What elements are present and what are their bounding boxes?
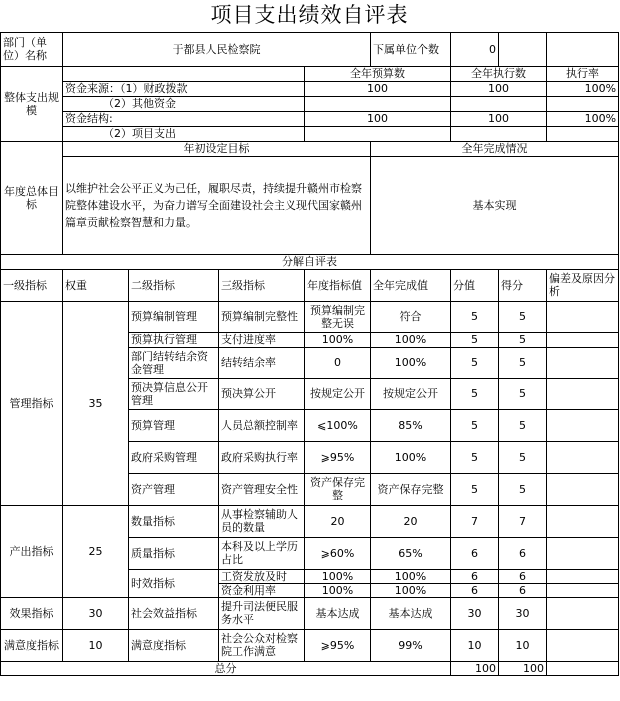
l3-cell: 社会公众对检察院工作满意: [219, 629, 305, 661]
deviation-cell: [547, 583, 619, 597]
l3-cell: 政府采购执行率: [219, 441, 305, 473]
got-cell: 10: [499, 629, 547, 661]
target-cell: 100%: [305, 569, 371, 583]
done-cell: 100%: [371, 583, 451, 597]
deviation-cell: [547, 569, 619, 583]
satisfaction-l1: 满意度指标: [1, 629, 63, 661]
score-cell: 6: [451, 537, 499, 569]
l2-cell: 预算执行管理: [129, 332, 219, 347]
total-label: 总分: [1, 661, 451, 675]
done-cell: 20: [371, 505, 451, 537]
output-l1: 产出指标: [1, 505, 63, 597]
deviation-cell: [547, 629, 619, 661]
score-cell: 6: [451, 583, 499, 597]
l2-cell: 满意度指标: [129, 629, 219, 661]
got-cell: 5: [499, 473, 547, 505]
table-row: [1, 301, 619, 332]
got-cell: 5: [499, 347, 547, 378]
done-cell: 100%: [371, 347, 451, 378]
fund-source-budget: 100: [305, 81, 451, 96]
table-row: [1, 505, 619, 537]
got-cell: 5: [499, 332, 547, 347]
target-cell: 0: [305, 347, 371, 378]
header-score: 分值: [451, 269, 499, 301]
empty-cell: [547, 126, 619, 141]
l3-cell: 预算编制完整性: [219, 301, 305, 332]
score-cell: 5: [451, 347, 499, 378]
header-weight: 权重: [63, 269, 129, 301]
score-cell: 5: [451, 473, 499, 505]
score-cell: 6: [451, 569, 499, 583]
l2-cell: 预算管理: [129, 409, 219, 441]
page-title: 项目支出绩效自评表: [210, 3, 409, 28]
l3-cell: 结转结余率: [219, 347, 305, 378]
deviation-cell: [547, 597, 619, 629]
got-cell: 6: [499, 537, 547, 569]
header-l3: 三级指标: [219, 269, 305, 301]
section-title: 分解自评表: [1, 254, 619, 269]
project-expense-label: （2）项目支出: [63, 126, 305, 141]
l3-cell: 工资发放及时: [219, 569, 305, 583]
l2-cell: 政府采购管理: [129, 441, 219, 473]
table-row: [1, 629, 619, 661]
budget-scale-label: 整体支出规模: [1, 66, 63, 141]
got-cell: 6: [499, 569, 547, 583]
got-cell: 7: [499, 505, 547, 537]
l3-cell: 提升司法便民服务水平: [219, 597, 305, 629]
done-cell: 按规定公开: [371, 378, 451, 409]
done-cell: 100%: [371, 441, 451, 473]
table-row: [1, 597, 619, 629]
target-cell: ⩾95%: [305, 629, 371, 661]
header-l2: 二级指标: [129, 269, 219, 301]
l2-cell: 数量指标: [129, 505, 219, 537]
target-cell: ⩽100%: [305, 409, 371, 441]
l2-cell: 质量指标: [129, 537, 219, 569]
deviation-cell: [547, 661, 619, 675]
got-cell: 5: [499, 301, 547, 332]
budget-header: 全年预算数: [305, 66, 451, 81]
deviation-cell: [547, 441, 619, 473]
satisfaction-weight: 10: [63, 629, 129, 661]
l3-cell: 资金利用率: [219, 583, 305, 597]
empty-cell: [451, 126, 547, 141]
deviation-cell: [547, 473, 619, 505]
completion-text: 基本实现: [371, 156, 619, 254]
l2-cell: 预决算信息公开管理: [129, 378, 219, 409]
deviation-cell: [547, 409, 619, 441]
got-cell: 5: [499, 409, 547, 441]
total-got: 100: [499, 661, 547, 675]
l3-cell: 预决算公开: [219, 378, 305, 409]
completion-header: 全年完成情况: [371, 141, 619, 156]
fund-structure-label: 资金结构:: [63, 111, 305, 126]
empty-cell: [499, 32, 547, 66]
sub-unit-label: 下属单位个数: [371, 32, 451, 66]
done-cell: 基本达成: [371, 597, 451, 629]
empty-cell: [547, 32, 619, 66]
l3-cell: 本科及以上学历占比: [219, 537, 305, 569]
l3-cell: 支付进度率: [219, 332, 305, 347]
done-cell: 符合: [371, 301, 451, 332]
empty-cell: [547, 96, 619, 111]
exec-header: 全年执行数: [451, 66, 547, 81]
done-cell: 资产保存完整: [371, 473, 451, 505]
score-cell: 10: [451, 629, 499, 661]
annual-goal-label: 年度总体目标: [1, 141, 63, 254]
deviation-cell: [547, 332, 619, 347]
got-cell: 5: [499, 378, 547, 409]
l3-cell: 人员总额控制率: [219, 409, 305, 441]
empty-cell: [305, 96, 451, 111]
dept-value: 于都县人民检察院: [63, 32, 371, 66]
target-cell: ⩾95%: [305, 441, 371, 473]
l2-cell: 部门结转结余资金管理: [129, 347, 219, 378]
score-cell: 30: [451, 597, 499, 629]
target-cell: 预算编制完整无误: [305, 301, 371, 332]
deviation-cell: [547, 505, 619, 537]
done-cell: 100%: [371, 569, 451, 583]
deviation-cell: [547, 537, 619, 569]
target-cell: 资产保存完整: [305, 473, 371, 505]
fund-source-label: 资金来源：（1）财政拨款: [63, 81, 305, 96]
empty-cell: [63, 66, 305, 81]
effect-weight: 30: [63, 597, 129, 629]
done-cell: 100%: [371, 332, 451, 347]
deviation-cell: [547, 301, 619, 332]
target-cell: 100%: [305, 583, 371, 597]
target-cell: 20: [305, 505, 371, 537]
header-l1: 一级指标: [1, 269, 63, 301]
fund-structure-rate: 100%: [547, 111, 619, 126]
deviation-cell: [547, 347, 619, 378]
fund-structure-exec: 100: [451, 111, 547, 126]
goal-text: 以维护社会公平正义为己任，履职尽责，持续提升赣州市检察院整体建设水平，为奋力谱写全面建设社会主义现代国家赣州篇章贡献检察智慧和力量。: [63, 156, 371, 254]
score-cell: 5: [451, 378, 499, 409]
score-cell: 7: [451, 505, 499, 537]
target-cell: 按规定公开: [305, 378, 371, 409]
rate-header: 执行率: [547, 66, 619, 81]
target-cell: 基本达成: [305, 597, 371, 629]
l3-cell: 资产管理安全性: [219, 473, 305, 505]
empty-cell: [451, 96, 547, 111]
other-fund-label: （2）其他资金: [63, 96, 305, 111]
empty-cell: [305, 126, 451, 141]
goal-header: 年初设定目标: [63, 141, 371, 156]
l2-cell: 资产管理: [129, 473, 219, 505]
done-cell: 85%: [371, 409, 451, 441]
total-score: 100: [451, 661, 499, 675]
score-cell: 5: [451, 409, 499, 441]
l2-cell: 预算编制管理: [129, 301, 219, 332]
header-deviation: 偏差及原因分析: [547, 269, 619, 301]
fund-source-exec: 100: [451, 81, 547, 96]
l2-cell: 社会效益指标: [129, 597, 219, 629]
score-cell: 5: [451, 441, 499, 473]
got-cell: 30: [499, 597, 547, 629]
l3-cell: 从事检察辅助人员的数量: [219, 505, 305, 537]
done-cell: 99%: [371, 629, 451, 661]
got-cell: 6: [499, 583, 547, 597]
header-done: 全年完成值: [371, 269, 451, 301]
sub-unit-value: 0: [451, 32, 499, 66]
header-target: 年度指标值: [305, 269, 371, 301]
target-cell: 100%: [305, 332, 371, 347]
output-weight: 25: [63, 505, 129, 597]
l2-cell: 时效指标: [129, 569, 219, 597]
score-cell: 5: [451, 301, 499, 332]
total-row: [1, 661, 619, 675]
done-cell: 65%: [371, 537, 451, 569]
score-cell: 5: [451, 332, 499, 347]
deviation-cell: [547, 378, 619, 409]
header-got: 得分: [499, 269, 547, 301]
target-cell: ⩾60%: [305, 537, 371, 569]
fund-structure-budget: 100: [305, 111, 451, 126]
effect-l1: 效果指标: [1, 597, 63, 629]
fund-source-rate: 100%: [547, 81, 619, 96]
mgmt-weight: 35: [63, 301, 129, 505]
got-cell: 5: [499, 441, 547, 473]
dept-label: 部门（单位）名称: [1, 32, 63, 66]
mgmt-l1: 管理指标: [1, 301, 63, 505]
